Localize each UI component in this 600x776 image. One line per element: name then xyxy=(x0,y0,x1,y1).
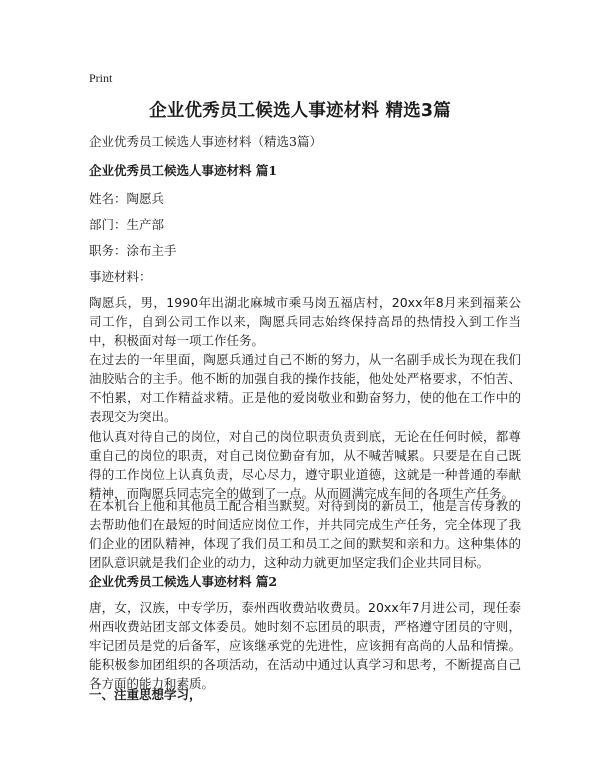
material-label: 事迹材料： xyxy=(89,269,152,284)
paragraph-4: 在本机台上他和其他员工配合相当默契。对待到岗的新员工，他是言传身教的去帮助他们在最短的时间适应岗位工作，并共同完成生产任务，完全体现了我们企业的团队精神，体现了我们员工和员工之间的默契和亲和力。这种集体的团队意识就是我们企业的动力，这种动力就更加坚定我们企业共同目标。 xyxy=(89,498,521,570)
paragraph-1: 陶愿兵，男，1990年出湖北麻城市乘马岗五福店村，20xx年8月来到福莱公司工作，自到公司工作以来，陶愿兵同志始终保持高昂的热情投入到工作当中，积极面对每一项工作任务。 xyxy=(89,295,521,348)
section1-heading: 企业优秀员工候选人事迹材料 篇1 xyxy=(89,163,278,178)
section2-subheading: 一、注重思想学习， xyxy=(89,687,202,702)
print-label[interactable]: Print xyxy=(89,71,113,85)
document-subtitle: 企业优秀员工候选人事迹材料（精选3篇） xyxy=(89,134,322,149)
name-line: 姓名：陶愿兵 xyxy=(89,191,165,206)
section2-heading: 企业优秀员工候选人事迹材料 篇2 xyxy=(89,574,278,589)
paragraph-3: 他认真对待自己的岗位，对自己的岗位职责负责到底，无论在任何时候，都尊重自己的岗位的职责，对自己岗位勤奋有加，从不喊苦喊累。只要是在自己既得的工作岗位上认真负责，尽心尽力，遵守职业道德，这就是一种普通的奉献精神，而陶愿兵同志完全的做到了一点。从而圆满完成车间的各项生产任务。 xyxy=(89,429,521,501)
dept-line: 部门：生产部 xyxy=(89,217,165,232)
role-line: 职务：涂布主手 xyxy=(89,243,177,258)
document-title: 企业优秀员工候选人事迹材料 精选3篇 xyxy=(149,101,451,121)
paragraph-2: 在过去的一年里面，陶愿兵通过自己不断的努力，从一名副手成长为现在我们油胶贴合的主手。他不断的加强自我的操作技能，他处处严格要求，不怕苦、不怕累，对工作精益求精。正是他的爱岗敬业和勤奋努力，使的他在工作中的表现交为突出。 xyxy=(89,352,521,424)
section2-paragraph: 唐，女，汉族，中专学历，泰州西收费站收费员。20xx年7月进公司，现任泰州西收费站团支部文体委员。她时刻不忘团员的职责，严格遵守团员的守则，牢记团员是党的后备军，应该继承党的先进性，应该拥有高尚的人品和情操。能积极参加团组织的各项活动，在活动中通过认真学习和思考，不断提高自己各方面的能力和素质。 xyxy=(89,600,521,691)
